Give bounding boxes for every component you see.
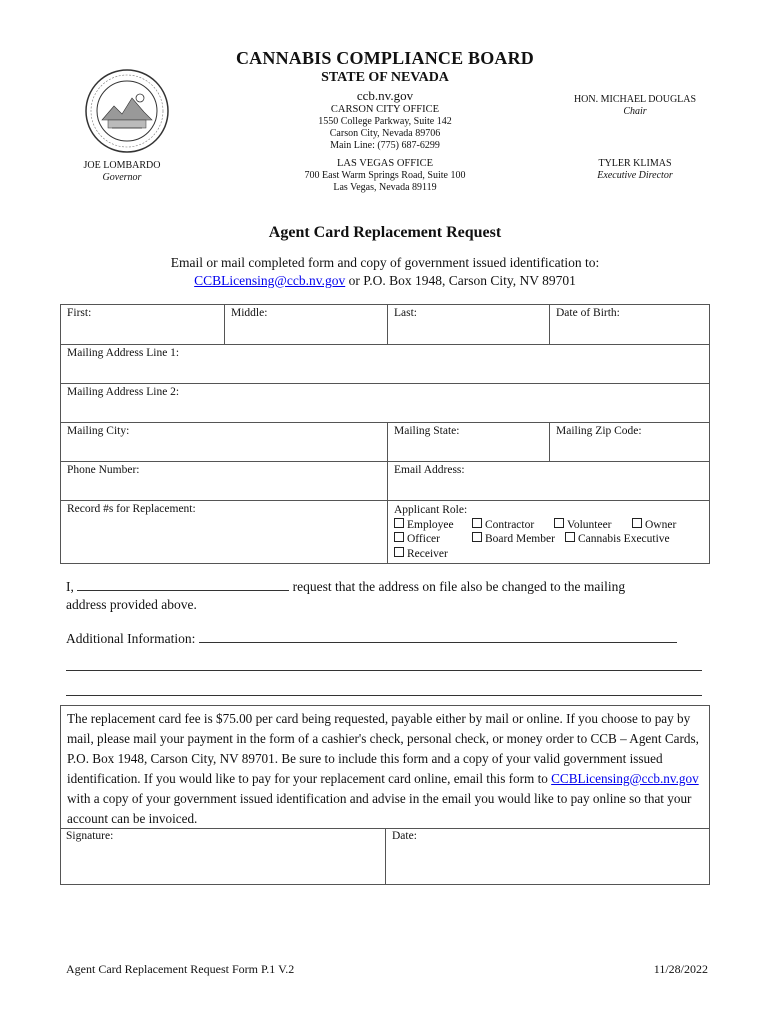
instruction-po-box: or P.O. Box 1948, Carson City, NV 89701 bbox=[345, 273, 576, 288]
role-receiver[interactable] bbox=[394, 548, 448, 560]
last-name-field[interactable] bbox=[387, 305, 549, 344]
governor-title: Governor bbox=[102, 172, 142, 183]
role-volunteer[interactable] bbox=[554, 518, 632, 533]
role-employee-label: Employee bbox=[407, 518, 454, 531]
footer-form-name: Agent Card Replacement Request Form P.1 V.2 bbox=[66, 962, 295, 976]
additional-info bbox=[66, 630, 706, 648]
director-title: Executive Director bbox=[597, 170, 673, 181]
request-text: request that the address on file also be changed to the mailing bbox=[292, 579, 626, 594]
roles-line3 bbox=[394, 547, 703, 562]
role-cannabis-executive[interactable] bbox=[565, 533, 670, 545]
name-row bbox=[61, 305, 709, 344]
signature-label: Signature: bbox=[66, 830, 114, 842]
email-field[interactable] bbox=[387, 462, 709, 500]
chair-title: Chair bbox=[623, 106, 647, 117]
checkbox-icon[interactable] bbox=[565, 532, 575, 542]
roles-line2 bbox=[394, 532, 703, 547]
checkbox-icon[interactable] bbox=[394, 518, 404, 528]
role-cannabis-executive-label: Cannabis Executive bbox=[578, 533, 670, 545]
middle-name-label: Middle: bbox=[231, 307, 268, 319]
state-field[interactable] bbox=[387, 423, 549, 461]
checkbox-icon[interactable] bbox=[632, 518, 642, 528]
instruction-line1: Email or mail completed form and copy of government issued identification to: bbox=[170, 255, 600, 270]
email-label: Email Address: bbox=[394, 464, 465, 476]
roles-line1 bbox=[394, 518, 703, 533]
carson-office-line3: Main Line: (775) 687-6299 bbox=[330, 140, 440, 151]
checkbox-icon[interactable] bbox=[394, 532, 404, 542]
request-prefix: I, bbox=[66, 579, 74, 594]
carson-office-line1: 1550 College Parkway, Suite 142 bbox=[318, 116, 452, 127]
zip-label: Mailing Zip Code: bbox=[556, 425, 642, 437]
footer-date: 11/28/2022 bbox=[653, 962, 708, 976]
board-title: CANNABIS COMPLIANCE BOARD bbox=[235, 48, 535, 68]
instructions bbox=[0, 254, 770, 290]
additional-info-input[interactable] bbox=[199, 630, 677, 643]
carson-office bbox=[230, 104, 540, 152]
applicant-role-label: Applicant Role: bbox=[394, 504, 468, 516]
address-line1-label: Mailing Address Line 1: bbox=[67, 347, 180, 359]
chair-name: HON. MICHAEL DOUGLAS bbox=[573, 94, 697, 105]
last-name-label: Last: bbox=[394, 307, 417, 319]
address-line2-label: Mailing Address Line 2: bbox=[67, 386, 180, 398]
role-owner[interactable] bbox=[632, 519, 676, 531]
checkbox-icon[interactable] bbox=[472, 518, 482, 528]
middle-name-field[interactable] bbox=[224, 305, 387, 344]
additional-info-line3[interactable] bbox=[66, 695, 702, 696]
date-field[interactable] bbox=[392, 830, 702, 882]
role-employee[interactable] bbox=[394, 518, 472, 533]
city-row bbox=[61, 422, 709, 461]
vegas-office-title: LAS VEGAS OFFICE bbox=[336, 158, 434, 169]
state-title: STATE OF NEVADA bbox=[321, 70, 449, 85]
fee-email-link[interactable]: CCBLicensing@ccb.nv.gov bbox=[551, 771, 699, 786]
address2-row bbox=[61, 383, 709, 422]
vegas-office-line2: Las Vegas, Nevada 89119 bbox=[333, 182, 437, 193]
vegas-office bbox=[230, 158, 540, 194]
signature-field[interactable] bbox=[66, 830, 376, 882]
director-block bbox=[560, 158, 710, 182]
role-receiver-label: Receiver bbox=[407, 547, 448, 560]
director-name: TYLER KLIMAS bbox=[598, 158, 672, 169]
phone-field[interactable] bbox=[61, 462, 387, 500]
role-officer[interactable] bbox=[394, 532, 472, 547]
checkbox-icon[interactable] bbox=[394, 547, 404, 557]
role-volunteer-label: Volunteer bbox=[567, 518, 612, 531]
role-board-member[interactable] bbox=[472, 532, 565, 547]
first-name-label: First: bbox=[67, 307, 92, 319]
chair-block bbox=[560, 94, 710, 118]
fee-text bbox=[67, 709, 707, 829]
phone-label: Phone Number: bbox=[67, 464, 140, 476]
address-change-statement bbox=[66, 578, 706, 614]
contact-row bbox=[61, 461, 709, 500]
additional-info-label: Additional Information: bbox=[66, 631, 196, 646]
request-text-line2: address provided above. bbox=[66, 597, 197, 612]
fee-text-part2: with a copy of your government issued identification and advise in the email you would like to pay online so that your account can be invoiced. bbox=[67, 791, 692, 826]
vegas-office-line1: 700 East Warm Springs Road, Suite 100 bbox=[304, 170, 466, 181]
governor-name: JOE LOMBARDO bbox=[83, 160, 161, 171]
records-label: Record #s for Replacement: bbox=[67, 503, 196, 515]
address-line1-field[interactable] bbox=[61, 345, 709, 383]
carson-office-line2: Carson City, Nevada 89706 bbox=[329, 128, 441, 139]
checkbox-icon[interactable] bbox=[554, 518, 564, 528]
role-owner-label: Owner bbox=[645, 518, 677, 531]
website: ccb.nv.gov bbox=[356, 88, 414, 103]
state-label: Mailing State: bbox=[394, 425, 460, 437]
instruction-line2 bbox=[0, 272, 770, 290]
city-label: Mailing City: bbox=[67, 425, 130, 437]
form-title: Agent Card Replacement Request bbox=[268, 224, 502, 241]
dob-field[interactable] bbox=[549, 305, 709, 344]
applicant-role-field bbox=[387, 501, 709, 563]
additional-info-line2[interactable] bbox=[66, 670, 702, 671]
role-contractor-label: Contractor bbox=[485, 518, 535, 531]
fee-text-part1: The replacement card fee is $75.00 per card being requested, payable either by mail or online. If you choose to pay by mail, please mail your payment in the form of a cashier's check, personal check, or money order to CCB – Agent Cards, P.O. Box 1948, Carson City, NV 89701. Be sure to include this form and a copy of your valid government issued identification. If you would like to pay for your replacement card online, email this form to bbox=[67, 711, 699, 786]
address-line2-field[interactable] bbox=[61, 384, 709, 422]
dob-label: Date of Birth: bbox=[556, 307, 620, 319]
requester-name-input[interactable] bbox=[77, 578, 289, 591]
records-row bbox=[61, 500, 709, 563]
first-name-field[interactable] bbox=[61, 305, 224, 344]
governor-block bbox=[62, 160, 182, 184]
applicant-form-grid bbox=[60, 304, 710, 564]
signature-date-divider bbox=[385, 828, 386, 885]
city-field[interactable] bbox=[61, 423, 387, 461]
date-label: Date: bbox=[392, 830, 417, 842]
email-link[interactable]: CCBLicensing@ccb.nv.gov bbox=[194, 273, 346, 288]
address1-row bbox=[61, 344, 709, 383]
zip-field[interactable] bbox=[549, 423, 709, 461]
records-field[interactable] bbox=[61, 501, 387, 563]
role-board-member-label: Board Member bbox=[485, 533, 555, 545]
role-contractor[interactable] bbox=[472, 518, 554, 533]
checkbox-icon[interactable] bbox=[472, 532, 482, 542]
carson-office-title: CARSON CITY OFFICE bbox=[330, 104, 440, 115]
role-officer-label: Officer bbox=[407, 533, 440, 545]
